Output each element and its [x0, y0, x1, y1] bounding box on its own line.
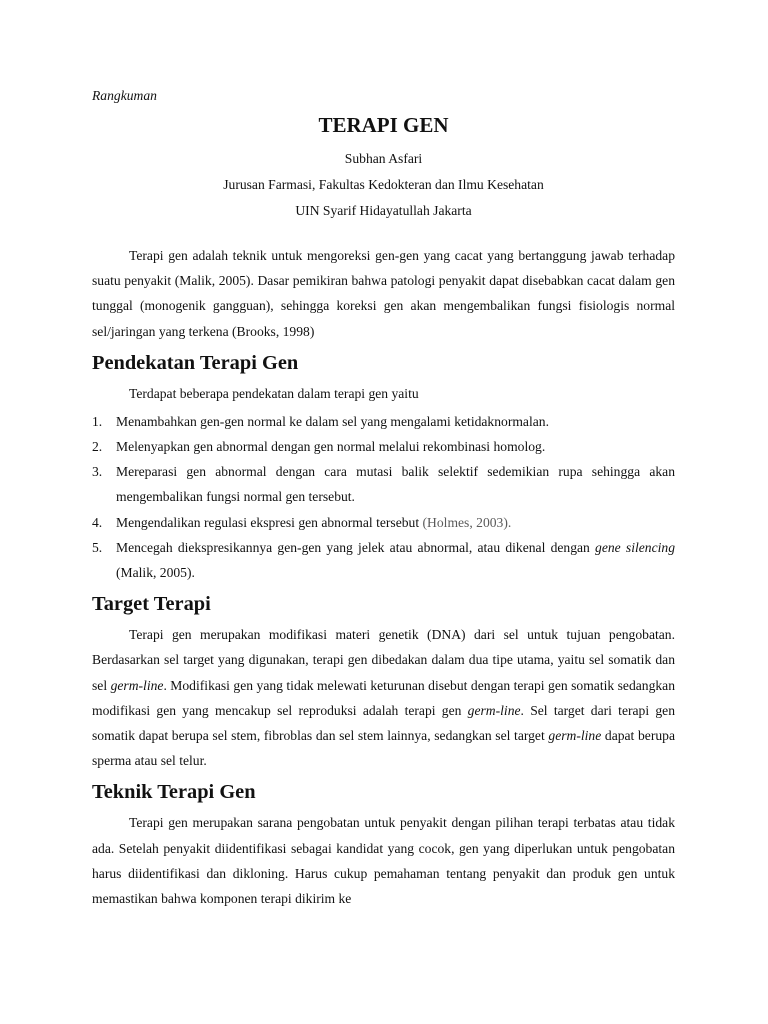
term-germ-line: germ-line — [548, 728, 602, 744]
document-title: TERAPI GEN — [318, 113, 449, 137]
list-item-text: Mereparasi gen abnormal dengan cara mutasi balik selektif sedemikian rupa sehingga akan mengembalikan fungsi normal gen tersebut. — [116, 464, 675, 505]
list-item — [92, 434, 675, 459]
list-item-number: 4. — [92, 514, 103, 530]
list-item-text: Mengendalikan regulasi ekspresi gen abnormal tersebut — [116, 514, 423, 530]
author-institution: UIN Syarif Hidayatullah Jakarta — [295, 203, 472, 218]
section-heading-pendekatan: Pendekatan Terapi Gen — [92, 351, 299, 374]
list-item-text: Menambahkan gen-gen normal ke dalam sel yang mengalami ketidaknormalan. — [116, 413, 549, 429]
list-item — [92, 510, 675, 535]
list-item — [92, 409, 675, 434]
intro-paragraph: Terapi gen adalah teknik untuk mengoreksi gen-gen yang cacat yang bertanggung jawab terhadap suatu penyakit (Malik, 2005). Dasar pemikiran bahwa patologi penyakit dapat disebabkan cacat dalam gen tunggal (monogenik gangguan), sehingga koreksi gen akan mengembalikan fungsi fisiologis normal sel/jaringan yang terkena (Brooks, 1998) — [92, 248, 675, 339]
section-heading-teknik: Teknik Terapi Gen — [92, 781, 256, 804]
term-germ-line: germ-line — [467, 702, 521, 718]
author-affiliation: Jurusan Farmasi, Fakultas Kedokteran dan Ilmu Kesehatan — [223, 177, 544, 192]
target-text-b: . Modifikasi gen yang tidak melewati keturunan disebut dengan terapi gen somatik sedangkan modifikasi gen yang mencakup sel reproduksi adalah terapi gen — [92, 677, 676, 718]
pendekatan-list — [92, 409, 675, 585]
list-item-number: 3. — [92, 464, 103, 480]
target-paragraph — [92, 622, 675, 773]
list-item-number: 5. — [92, 539, 103, 555]
list-item-text: Mencegah diekspresikannya gen-gen yang jelek atau abnormal, atau dikenal dengan — [116, 539, 596, 555]
term-gene-silencing: gene silencing — [595, 539, 676, 555]
document-page — [92, 86, 675, 911]
term-germ-line: germ-line — [110, 677, 164, 693]
citation: (Holmes, 2003). — [422, 514, 512, 530]
author-name: Subhan Asfari — [344, 151, 423, 166]
list-item-number: 1. — [92, 413, 103, 429]
section-heading-target: Target Terapi — [92, 593, 211, 616]
target-text-c: . Sel target dari terapi gen somatik dapat berupa sel stem, fibroblas dan sel stem lainnya, sedangkan sel target — [92, 702, 675, 744]
pendekatan-intro: Terdapat beberapa pendekatan dalam terapi gen yaitu — [129, 385, 419, 401]
list-item — [92, 535, 675, 585]
list-item — [92, 459, 675, 509]
list-item-text: Melenyapkan gen abnormal dengan gen normal melalui rekombinasi homolog. — [116, 439, 546, 455]
target-text-a: Terapi gen merupakan modifikasi materi genetik (DNA) dari sel untuk tujuan pengobatan. Berdasarkan sel target yang digunakan, terapi gen dibedakan dalam dua tipe utama, yaitu sel somatik dan sel — [92, 627, 675, 693]
list-item-number: 2. — [92, 439, 103, 455]
document-label: Rangkuman — [92, 88, 157, 103]
target-text-d: dapat berupa sperma atau sel telur. — [92, 728, 675, 769]
list-item-text-after: (Malik, 2005). — [116, 565, 195, 581]
teknik-paragraph: Terapi gen merupakan sarana pengobatan untuk penyakit dengan pilihan terapi terbatas atau tidak ada. Setelah penyakit diidentifikasi sebagai kandidat yang cocok, gen yang diperlukan untuk pengobatan harus diidentifikasi dan dikloning. Harus cukup pemahaman tentang penyakit dan produk gen untuk memastikan bahwa komponen terapi dikirim ke — [92, 815, 675, 907]
